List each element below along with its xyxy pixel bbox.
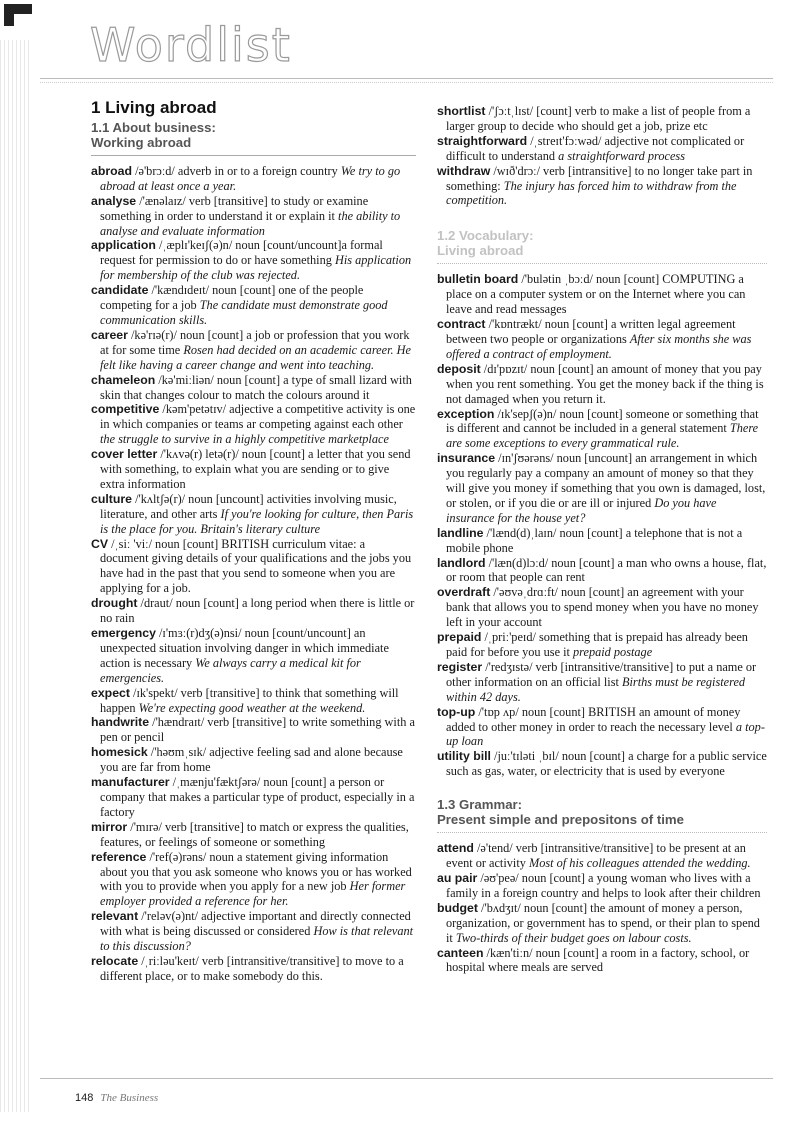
headword: contract (437, 317, 486, 332)
headword: career (91, 327, 128, 342)
definition: /'kʌvə(r) letə(r)/ noun [count] a letter that you send with something, to explain what you are sending or to give extra information (100, 447, 411, 491)
headword: straightforward (437, 133, 528, 148)
definition: /'lænd(d)ˌlaɪn/ noun [count] a telephone that is not a mobile phone (446, 525, 743, 555)
headword: handwrite (91, 715, 150, 730)
example-sentence: prepaid postage (573, 645, 653, 659)
definition: /kə'rɪə(r)/ noun [count] a job or profession that you work at for some time (100, 327, 410, 357)
wordlist-entry (91, 745, 416, 775)
section-divider (437, 832, 767, 833)
section-heading (437, 797, 767, 827)
wordlist-entry (437, 362, 767, 407)
example-sentence: the struggle to survive in a highly competitive marketplace (100, 432, 389, 447)
definition: /kəm'petətɪv/ adjective a competitive activity is one in which companies or teams ar competing against each other (100, 402, 416, 432)
wordlist-entry (437, 630, 767, 660)
wordlist-entry (91, 596, 416, 626)
section-subtitle: Present simple and prepositons of time (437, 812, 684, 828)
definition: /'læn(d)lɔːd/ noun [count] a man who owns a house, flat, or room that people can rent (446, 555, 767, 585)
wordlist-entry (437, 585, 767, 630)
wordlist-entry (437, 705, 767, 750)
wordlist-entry (437, 272, 767, 317)
definition: /draut/ noun [count] a long period when there is little or no rain (100, 596, 415, 626)
definition: /ə'brɔːd/ adverb in or to a foreign country (132, 163, 341, 178)
definition: /juː'tɪləti ˌbɪl/ noun [count] a charge for a public service such as gas, water, or electricity that is used by everyone (446, 749, 767, 779)
headword: manufacturer (91, 775, 170, 790)
wordlist-entry (437, 317, 767, 362)
definition: /'bʌdʒɪt/ noun [count] the amount of money a person, organization, or government has to spend, or their plan to spend it (446, 900, 760, 945)
page-footer (75, 1092, 158, 1104)
section-divider (91, 155, 416, 156)
wordlist-entry (91, 402, 416, 447)
headword: landlord (437, 555, 486, 570)
headword: top-up (437, 704, 476, 719)
headword: landline (437, 525, 484, 540)
definition: /ˌriːləu'keɪt/ verb [intransitive/transitive] to move to a different place, or to make somebody do this. (100, 953, 404, 983)
definition: /'əʊvəˌdrɑːft/ noun [count] an agreement with your bank that allows you to spend money when you have no money left in your account (446, 585, 759, 630)
section-title: Vocabulary: (459, 228, 534, 244)
brand-name: The Business (100, 1092, 159, 1104)
headword: prepaid (437, 630, 482, 645)
definition: /'bulətin ˌbɔːd/ noun [count] COMPUTING a place on a computer system or on the Internet where you can leave and read messages (446, 272, 746, 317)
wordlist-entry (91, 686, 416, 716)
headword: emergency (91, 626, 156, 640)
definition: /'reləv(ə)nt/ adjective important and directly connected with what is being discussed or considered (100, 909, 411, 939)
example-sentence: Two-thirds of their budget goes on labour costs. (455, 930, 692, 945)
definition: /'ref(ə)rəns/ noun a statement giving information about you that you ask someone who knows you or has worked with you to provide when you apply for a new job (100, 849, 412, 894)
example-sentence: Most of his colleagues attended the wedding. (528, 856, 751, 871)
wordlist-entry (91, 820, 416, 850)
section-number: 1.3 (437, 797, 456, 813)
example-sentence: The injury has forced him to withdraw from the competition. (446, 178, 737, 208)
wordlist-entry (91, 194, 416, 239)
wordlist-entry (91, 715, 416, 745)
example-sentence: a top-up loan (446, 719, 765, 749)
example-sentence: Rosen had decided on an academic career. He felt like having a career change and went into teaching. (100, 342, 411, 372)
headword: utility bill (437, 749, 491, 764)
section-subtitle: Living abroad (437, 243, 524, 259)
wordlist-entry (91, 626, 416, 686)
example-sentence: There are some exceptions to every grammatical rule. (446, 421, 759, 451)
example-sentence: His application for membership of the club was rejected. (100, 253, 412, 283)
headword: competitive (91, 402, 160, 417)
definition: /ˌstreɪt'fɔːwəd/ adjective not complicated or difficult to understand (446, 133, 745, 163)
example-sentence: We're expecting good weather at the weekend. (138, 700, 366, 715)
headword: reference (91, 849, 147, 864)
wordlist-entry (91, 850, 416, 910)
example-sentence: We always carry a medical kit for emergencies. (100, 655, 361, 685)
entry-list (437, 104, 767, 208)
entry-list (437, 841, 767, 975)
definition: /'həʊmˌsɪk/ adjective feeling sad and alone because you are far from home (100, 745, 403, 775)
headword: candidate (91, 283, 149, 298)
section-subtitle: Working abroad (91, 134, 192, 150)
page-number: 148 (75, 1092, 94, 1104)
example-sentence: The candidate must demonstrate good communication skills. (100, 298, 388, 327)
definition: /ə'tend/ verb [intransitive/transitive] to be present at an event or activity (446, 841, 746, 871)
entry-list (437, 272, 767, 779)
headword: budget (437, 900, 478, 915)
wordlist-entry (437, 451, 767, 526)
wordlist-entry (437, 946, 767, 976)
headword: homesick (91, 745, 148, 760)
headword: overdraft (437, 585, 491, 600)
definition: /wɪð'drɔː/ verb [intransitive] to no longer take part in something: (446, 163, 753, 193)
definition: /kə'miːliən/ noun [count] a type of small lizard with skin that changes colour to match the colours around it (100, 372, 412, 402)
headword: canteen (437, 945, 484, 960)
wordlist-entry (437, 134, 767, 164)
definition: /'hændraɪt/ verb [transitive] to write something with a pen or pencil (100, 715, 415, 745)
example-sentence: Births must be registered within 42 days. (446, 674, 746, 704)
example-sentence: Do you have insurance for the house yet? (446, 495, 717, 525)
headword: drought (91, 596, 138, 611)
section-title: Grammar: (459, 797, 523, 813)
example-sentence: a straightforward process (558, 148, 685, 163)
definition: /'kʌltʃə(r)/ noun [uncount] activities involving music, literature, and other arts (100, 491, 397, 521)
wordlist-entry (437, 901, 767, 946)
headword: bulletin board (437, 272, 519, 287)
headword: insurance (437, 451, 496, 466)
wordlist-entry (437, 749, 767, 779)
wordlist-entry (91, 447, 416, 492)
definition: /əʊ'peə/ noun [count] a young woman who lives with a family in a foreign country and helps to look after their children (446, 870, 761, 900)
definition: /kæn'tiːn/ noun [count] a room in a factory, school, or hospital where meals are served (446, 945, 750, 975)
headword: relevant (91, 909, 139, 924)
wordlist-entry (437, 104, 767, 134)
title-divider (40, 82, 773, 83)
wordlist-entry (437, 526, 767, 556)
example-sentence: How is that relevant to this discussion? (100, 924, 414, 954)
corner-mark (4, 4, 14, 26)
wordlist-entry (437, 407, 767, 452)
headword: cover letter (91, 447, 158, 462)
wordlist-entry (437, 871, 767, 901)
definition: /dɪ'pɒzɪt/ noun [count] an amount of money that you pay when you rent something. You get the money back if the thing is not damaged when you return it. (446, 361, 764, 406)
headword: culture (91, 491, 132, 506)
wordlist-entry (91, 164, 416, 194)
headword: application (91, 238, 156, 253)
definition: /ɪ'mɜː(r)dʒ(ə)nsi/ noun [count/uncount] an unexpected situation involving danger in which immediate action is necessary (100, 626, 389, 670)
footer-divider (40, 1078, 773, 1079)
wordlist-entry (91, 238, 416, 283)
wordlist-entry (91, 954, 416, 984)
definition: /ˌmænju'fæktʃərə/ noun [count] a person or company that makes a particular type of product, especially in a factory (100, 775, 415, 819)
definition: /'ʃɔːtˌlɪst/ [count] verb to make a list of people from a larger group to decide who should get a job, prize etc (446, 104, 751, 133)
headword: exception (437, 406, 495, 421)
wordlist-entry (437, 164, 767, 209)
definition: /ɪk'spekt/ verb [transitive] to think that something will happen (100, 685, 399, 715)
definition: /'kɒntrækt/ noun [count] a written legal agreement between two people or organizations (446, 317, 736, 346)
definition: /'mɪrə/ verb [transitive] to match or express the qualities, features, or feelings of someone or something (100, 819, 409, 849)
entry-list (91, 164, 416, 984)
headword: deposit (437, 361, 481, 376)
wordlist-entry (437, 660, 767, 705)
headword: attend (437, 841, 474, 856)
wordlist-entry (91, 537, 416, 597)
headword: relocate (91, 953, 139, 968)
example-sentence: If you're looking for culture, then Paris is the place for you. Britain's literary culture (100, 506, 414, 536)
right-column (437, 104, 767, 975)
section-number: 1.1 (91, 119, 110, 135)
headword: shortlist (437, 104, 486, 118)
wordlist-entry (91, 492, 416, 537)
headword: register (437, 659, 483, 674)
wordlist-entry (91, 283, 416, 328)
definition: /'kændɪdeɪt/ noun [count] one of the people competing for a job (100, 283, 364, 313)
definition: /'tɒp ʌp/ noun [count] BRITISH an amount of money added to other money in order to reach the necessary level (446, 704, 741, 734)
headword: chameleon (91, 372, 156, 387)
definition: /ˌpriː'peɪd/ something that is prepaid has already been paid for before you use it (446, 630, 748, 659)
headword: analyse (91, 193, 137, 208)
definition: /ɪk'sepʃ(ə)n/ noun [count] someone or something that is different and cannot be included in a general statement (446, 406, 759, 436)
example-sentence: Her former employer provided a reference for her. (100, 879, 406, 909)
title-divider (40, 78, 773, 79)
page-title: Wordlist (90, 18, 292, 72)
headword: abroad (91, 163, 132, 178)
wordlist-entry (91, 775, 416, 820)
wordlist-entry (91, 373, 416, 403)
section-divider (437, 263, 767, 264)
headword: CV (91, 536, 109, 551)
definition: /ɪn'ʃʊərəns/ noun [uncount] an arrangement in which you regularly pay a company an amount of money so that they will give you money if something that you own is damaged, lost, or stolen, or if you die or are ill or injured (446, 451, 766, 510)
section-heading (91, 120, 416, 150)
headword: withdraw (437, 163, 491, 178)
wordlist-entry (437, 841, 767, 871)
headword: au pair (437, 870, 478, 885)
example-sentence: After six months she was offered a contract of employment. (446, 331, 752, 361)
wordlist-entry (437, 556, 767, 586)
example-sentence: the ability to analyse and evaluate information (100, 208, 401, 238)
wordlist-entry (91, 909, 416, 954)
example-sentence: We try to go abroad at least once a year. (100, 163, 401, 193)
left-column (91, 98, 416, 984)
definition: /ˌæplɪ'keɪʃ(ə)n/ noun [count/uncount]a formal request for permission to do or have something (100, 238, 383, 268)
section-number: 1.2 (437, 228, 456, 244)
unit-heading: 1 Living abroad (91, 98, 217, 117)
headword: expect (91, 685, 130, 700)
definition: /ˌsiː 'viː/ noun [count] BRITISH curriculum vitae: a document giving details of your qualifications and the jobs you have had in the past that you send to someone when you are applying for a job. (100, 536, 412, 596)
headword: mirror (91, 819, 128, 834)
section-title: About business: (112, 119, 216, 135)
section-heading (437, 228, 767, 258)
definition: /'redʒɪstə/ verb [intransitive/transitive] to put a name or other information on an official list (446, 659, 757, 689)
definition: /'ænəlaɪz/ verb [transitive] to study or examine something in order to understand it or explain it (100, 193, 369, 223)
wordlist-entry (91, 328, 416, 373)
page-edge-scan (0, 40, 30, 1112)
